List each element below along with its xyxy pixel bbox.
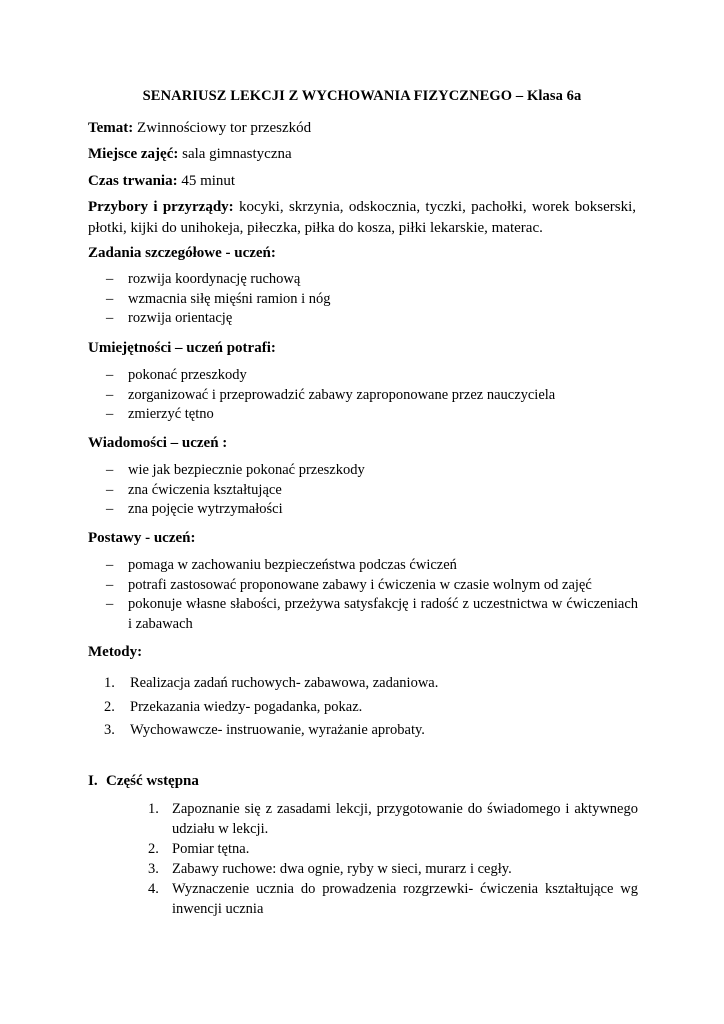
- field-label: Przybory i przyrządy:: [88, 199, 234, 215]
- list-item: 1. Realizacja zadań ruchowych- zabawowa, zadaniowa.: [104, 672, 444, 696]
- list-wiadomosci: [106, 461, 638, 520]
- list-number: 2.: [104, 698, 115, 715]
- list-item: 3. Zabawy ruchowe: dwa ognie, ryby w sieci, murarz i cegły.: [148, 861, 512, 877]
- field-label: Miejsce zajęć:: [88, 146, 179, 162]
- dash-bullet: –: [106, 406, 114, 422]
- section-heading-zadania: Zadania szczegółowe - uczeń:: [88, 245, 276, 261]
- list-item: – zmierzyć tętno: [106, 405, 638, 425]
- field-value: sala gimnastyczna: [182, 146, 292, 162]
- field-przybory: [88, 197, 636, 239]
- section-heading-metody: Metody:: [88, 644, 143, 660]
- list-item: – rozwija koordynację ruchową: [106, 270, 638, 290]
- list-number: 3.: [104, 722, 115, 738]
- dash-bullet: –: [106, 386, 114, 403]
- dash-bullet: –: [106, 310, 114, 326]
- list-item: – wzmacnia siłę mięśni ramion i nóg: [106, 290, 638, 310]
- document-title: SENARIUSZ LEKCJI Z WYCHOWANIA FIZYCZNEGO – Klasa 6a: [142, 88, 582, 104]
- list-number: 3.: [148, 861, 159, 877]
- list-zadania: [106, 270, 638, 329]
- section-heading-wiadomosci: Wiadomości – uczeń :: [88, 435, 228, 451]
- list-item: – pomaga w zachowaniu bezpieczeństwa podczas ćwiczeń: [106, 556, 638, 576]
- dash-bullet: –: [106, 557, 114, 573]
- list-item: – pokonać przeszkody: [106, 366, 638, 386]
- list-item: 2. Pomiar tętna.: [148, 841, 250, 857]
- section-heading-umiejetnosci: Umiejętności – uczeń potrafi:: [88, 340, 276, 356]
- field-miejsce: [88, 144, 292, 164]
- section-heading-czesc-wstepna: [88, 773, 199, 790]
- section-roman-numeral: I.: [88, 773, 98, 789]
- dash-bullet: –: [106, 367, 114, 383]
- list-umiejetnosci: [106, 366, 638, 425]
- list-postawy: [106, 556, 638, 634]
- dash-bullet: –: [106, 576, 114, 593]
- list-czesc-wstepna: [148, 799, 638, 919]
- dash-bullet: –: [106, 462, 114, 478]
- list-item: – rozwija orientację: [106, 309, 638, 329]
- field-temat: [88, 118, 311, 138]
- dash-bullet: –: [106, 290, 114, 307]
- list-item: 2. Przekazania wiedzy- pogadanka, pokaz.: [104, 696, 444, 720]
- list-metody: [104, 672, 444, 743]
- section-heading-postawy: Postawy - uczeń:: [88, 530, 196, 546]
- list-item: – potrafi zastosować proponowane zabawy i ćwiczenia w czasie wolnym od zajęć: [106, 576, 638, 596]
- field-label: Temat:: [88, 120, 134, 136]
- list-item: – zna ćwiczenia kształtujące: [106, 481, 638, 501]
- field-value: Zwinnościowy tor przeszkód: [137, 120, 312, 136]
- list-item: – zorganizować i przeprowadzić zabawy zaproponowane przez nauczyciela: [106, 386, 638, 406]
- dash-bullet: –: [106, 596, 114, 612]
- list-number: 1.: [148, 801, 159, 817]
- field-label: Czas trwania:: [88, 173, 178, 189]
- list-item: – pokonuje własne słabości, przeżywa satysfakcję i radość z uczestnictwa w ćwiczeniach i zabawach: [106, 596, 638, 632]
- field-czas: [88, 171, 235, 191]
- list-number: 2.: [148, 841, 159, 857]
- list-item: – wie jak bezpiecznie pokonać przeszkody: [106, 461, 638, 481]
- dash-bullet: –: [106, 501, 114, 517]
- list-number: 1.: [104, 675, 115, 691]
- dash-bullet: –: [106, 481, 114, 498]
- list-item: 4. Wyznaczenie ucznia do prowadzenia rozgrzewki- ćwiczenia kształtujące wg inwencji ucznia: [148, 881, 638, 917]
- list-item: 1. Zapoznanie się z zasadami lekcji, przygotowanie do świadomego i aktywnego udziału w lekcji.: [148, 801, 638, 837]
- dash-bullet: –: [106, 271, 114, 287]
- field-value: 45 minut: [181, 173, 236, 189]
- section-title: Część wstępna: [106, 773, 199, 789]
- field-value: kocyki, skrzynia, odskocznia, tyczki, pachołki, worek bokserski, płotki, kijki do unihokeja, piłeczka, piłka do kosza, piłki lekarskie, materac.: [88, 199, 636, 236]
- list-number: 4.: [148, 881, 159, 897]
- list-item: – zna pojęcie wytrzymałości: [106, 500, 638, 520]
- list-item: 3. Wychowawcze- instruowanie, wyrażanie aprobaty.: [104, 719, 444, 743]
